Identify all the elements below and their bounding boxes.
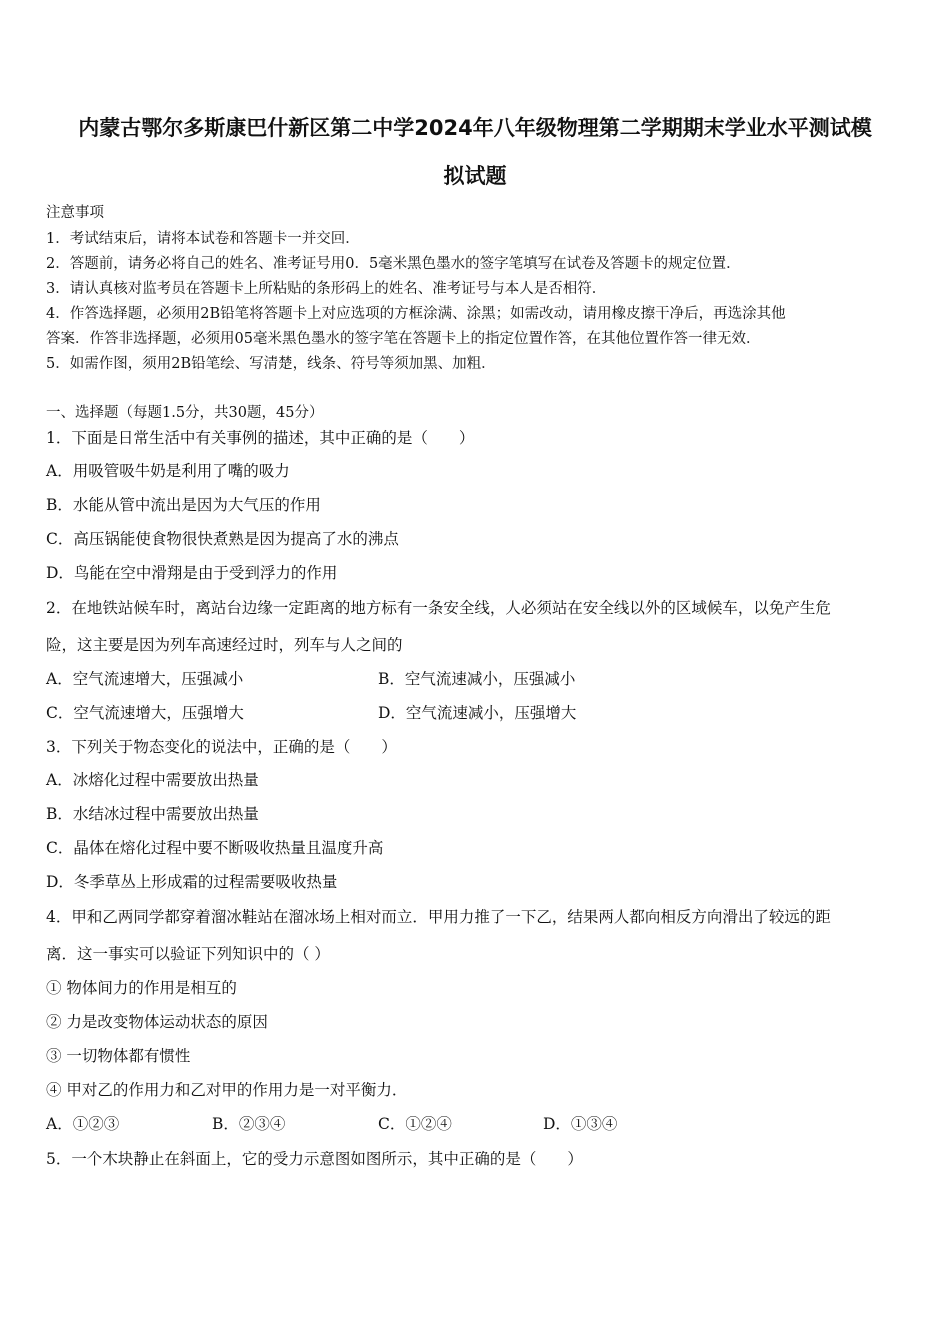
q3-stem: 3．下列关于物态变化的说法中，正确的是（ ） (46, 738, 397, 756)
q3-option-c: C．晶体在熔化过程中要不断吸收热量且温度升高 (46, 839, 384, 857)
q2-option-a: A．空气流速增大，压强减小 (46, 670, 244, 688)
exam-title-line2: 拟试题 (443, 164, 507, 188)
notice-item-4: 4．作答选择题，必须用2B铅笔将答题卡上对应选项的方框涂满、涂黑；如需改动，请用橡皮擦干净后，再选涂其他 (46, 306, 786, 322)
q3-option-a: A．冰熔化过程中需要放出热量 (46, 771, 259, 789)
q4-option-c: C．①②④ (378, 1115, 452, 1133)
q4-statement-4: ④ 甲对乙的作用力和乙对甲的作用力是一对平衡力． (46, 1081, 408, 1099)
q4-stem-line1: 4．甲和乙两同学都穿着溜冰鞋站在溜冰场上相对而立．甲用力推了一下乙，结果两人都向相反方向滑出了较远的距 (46, 908, 831, 926)
q3-option-b: B．水结冰过程中需要放出热量 (46, 805, 259, 823)
q1-option-a: A．用吸管吸牛奶是利用了嘴的吸力 (46, 462, 290, 480)
q4-statement-3: ③ 一切物体都有惯性 (46, 1047, 191, 1065)
notice-item-2: 2．答题前，请务必将自己的姓名、准考证号用0．5毫米黑色墨水的签字笔填写在试卷及答题卡的规定位置． (46, 256, 741, 272)
q4-option-b: B．②③④ (212, 1115, 286, 1133)
q4-stem-line2: 离．这一事实可以验证下列知识中的（ ） (46, 945, 330, 963)
q3-option-d: D．冬季草丛上形成霜的过程需要吸收热量 (46, 873, 338, 891)
q1-stem: 1．下面是日常生活中有关事例的描述，其中正确的是（ ） (46, 429, 475, 447)
notice-item-1: 1．考试结束后，请将本试卷和答题卡一并交回． (46, 231, 360, 247)
notice-item-3: 3．请认真核对监考员在答题卡上所粘贴的条形码上的姓名、准考证号与本人是否相符． (46, 281, 607, 297)
notice-heading: 注意事项 (46, 205, 104, 221)
q1-option-c: C．高压锅能使食物很快煮熟是因为提高了水的沸点 (46, 530, 399, 548)
q2-option-d: D．空气流速减小，压强增大 (378, 704, 577, 722)
q2-stem-line2: 险，这主要是因为列车高速经过时，列车与人之间的 (46, 636, 403, 654)
q4-option-a: A．①②③ (46, 1115, 120, 1133)
q2-option-b: B．空气流速减小，压强减小 (378, 670, 576, 688)
q1-option-d: D．鸟能在空中滑翔是由于受到浮力的作用 (46, 564, 338, 582)
q4-statement-2: ② 力是改变物体运动状态的原因 (46, 1013, 268, 1031)
section-heading: 一、选择题（每题1.5分，共30题，45分） (46, 405, 324, 421)
notice-item-4-cont: 答案．作答非选择题，必须用05毫米黑色墨水的签字笔在答题卡上的指定位置作答，在其他位置作答一律无效． (46, 331, 761, 347)
q1-option-b: B．水能从管中流出是因为大气压的作用 (46, 496, 321, 514)
q2-stem-line1: 2．在地铁站候车时，离站台边缘一定距离的地方标有一条安全线，人必须站在安全线以外的区域候车，以免产生危 (46, 599, 831, 617)
q4-statement-1: ① 物体间力的作用是相互的 (46, 979, 237, 997)
q2-option-c: C．空气流速增大，压强增大 (46, 704, 244, 722)
q5-stem: 5．一个木块静止在斜面上，它的受力示意图如图所示，其中正确的是（ ） (46, 1150, 583, 1168)
exam-title-line1: 内蒙古鄂尔多斯康巴什新区第二中学2024年八年级物理第二学期期末学业水平测试模 (78, 116, 872, 140)
q4-option-d: D．①③④ (543, 1115, 618, 1133)
notice-item-5: 5．如需作图，须用2B铅笔绘、写清楚，线条、符号等须加黑、加粗． (46, 356, 496, 372)
